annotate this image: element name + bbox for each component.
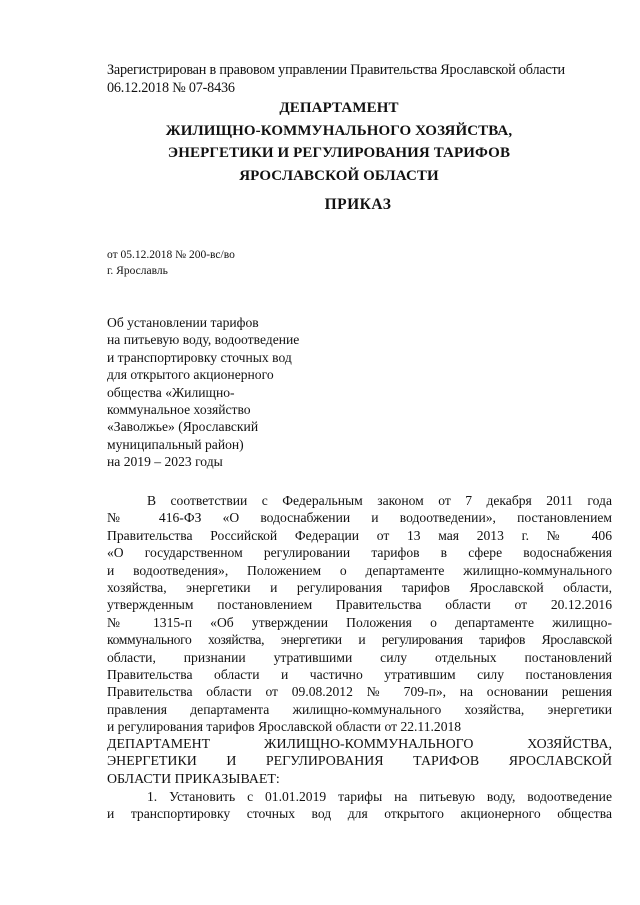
preamble-line: № 1315-п «Об утверждении Положения о департаменте жилищно- xyxy=(107,614,612,630)
item-1-line: 1. Установить с 01.01.2019 тарифы на питьевую воду, водоотведение xyxy=(147,788,612,804)
subject-line: «Заволжье» (Ярославский xyxy=(107,419,259,435)
department-line-3: ЭНЕРГЕТИКИ И РЕГУЛИРОВАНИЯ ТАРИФОВ xyxy=(167,145,511,161)
preamble-paragraph xyxy=(107,492,612,736)
subject-line: для открытого акционерного xyxy=(107,367,274,383)
resolution-paragraph xyxy=(107,736,612,788)
order-place: г. Ярославль xyxy=(107,265,168,277)
subject-line: муниципальный район) xyxy=(107,436,244,452)
order-body xyxy=(107,492,612,823)
department-line-1: ДЕПАРТАМЕНТ xyxy=(279,100,399,116)
preamble-line: Правительства области от 09.08.2012 № 709-п», на основании решения xyxy=(107,684,612,700)
preamble-line: № 416-ФЗ «О водоснабжении и водоотведении», постановлением xyxy=(107,510,612,526)
order-subject xyxy=(107,314,299,471)
registration-line-1: Зарегистрирован в правовом управлении Правительства Ярославской области xyxy=(107,62,565,78)
preamble-line: и регулирования тарифов Ярославской области от 22.11.2018 xyxy=(107,719,462,735)
subject-line: Об установлении тарифов xyxy=(107,315,259,330)
order-date-number: от 05.12.2018 № 200-вс/во xyxy=(107,249,235,261)
preamble-line: В соответствии с Федеральным законом от 7 декабря 2011 года xyxy=(147,493,612,508)
preamble-line: хозяйства, энергетики и регулирования тарифов Ярославской области, xyxy=(107,580,612,596)
preamble-line: Правительства области и частично утратившим силу постановления xyxy=(107,667,612,683)
item-1-paragraph xyxy=(107,788,612,823)
subject-line: коммунальное хозяйство xyxy=(107,402,251,418)
registration-stamp xyxy=(107,61,565,97)
subject-line: на питьевую воду, водоотведение xyxy=(107,332,300,348)
subject-line: на 2019 – 2023 годы xyxy=(107,454,223,470)
order-title: ПРИКАЗ xyxy=(324,196,392,213)
preamble-line: «О государственном регулировании тарифов в сфере водоснабжения xyxy=(107,545,612,561)
preamble-line: и водоотведения», Положением о департаменте жилищно-коммунального xyxy=(107,562,612,578)
preamble-line: Правительства Российской Федерации от 13 мая 2013 г. № 406 xyxy=(107,527,612,543)
department-line-4: ЯРОСЛАВСКОЙ ОБЛАСТИ xyxy=(239,167,439,184)
order-meta xyxy=(107,247,235,279)
preamble-line: области, признании утратившими силу отдельных постановлений xyxy=(107,649,612,665)
department-line-2: ЖИЛИЩНО-КОММУНАЛЬНОГО ХОЗЯЙСТВА, xyxy=(165,122,513,139)
subject-line: и транспортировку сточных вод xyxy=(107,349,292,365)
department-header xyxy=(0,97,640,187)
registration-line-2: 06.12.2018 № 07-8436 xyxy=(107,80,235,96)
resolution-line: ДЕПАРТАМЕНТ ЖИЛИЩНО-КОММУНАЛЬНОГО ХОЗЯЙСТВА, xyxy=(107,736,612,752)
subject-line: общества «Жилищно- xyxy=(107,384,235,400)
preamble-line: коммунального хозяйства, энергетики и регулирования тарифов Ярославской xyxy=(107,632,612,648)
resolution-line: ЭНЕРГЕТИКИ И РЕГУЛИРОВАНИЯ ТАРИФОВ ЯРОСЛАВСКОЙ xyxy=(107,754,612,770)
preamble-line: утвержденным постановлением Правительства области от 20.12.2016 xyxy=(107,597,612,613)
item-1-line: и транспортировку сточных вод для открытого акционерного общества xyxy=(107,806,612,822)
preamble-line: правления департамента жилищно-коммунального хозяйства, энергетики xyxy=(107,701,612,717)
resolution-line: ОБЛАСТИ ПРИКАЗЫВАЕТ: xyxy=(107,771,280,787)
